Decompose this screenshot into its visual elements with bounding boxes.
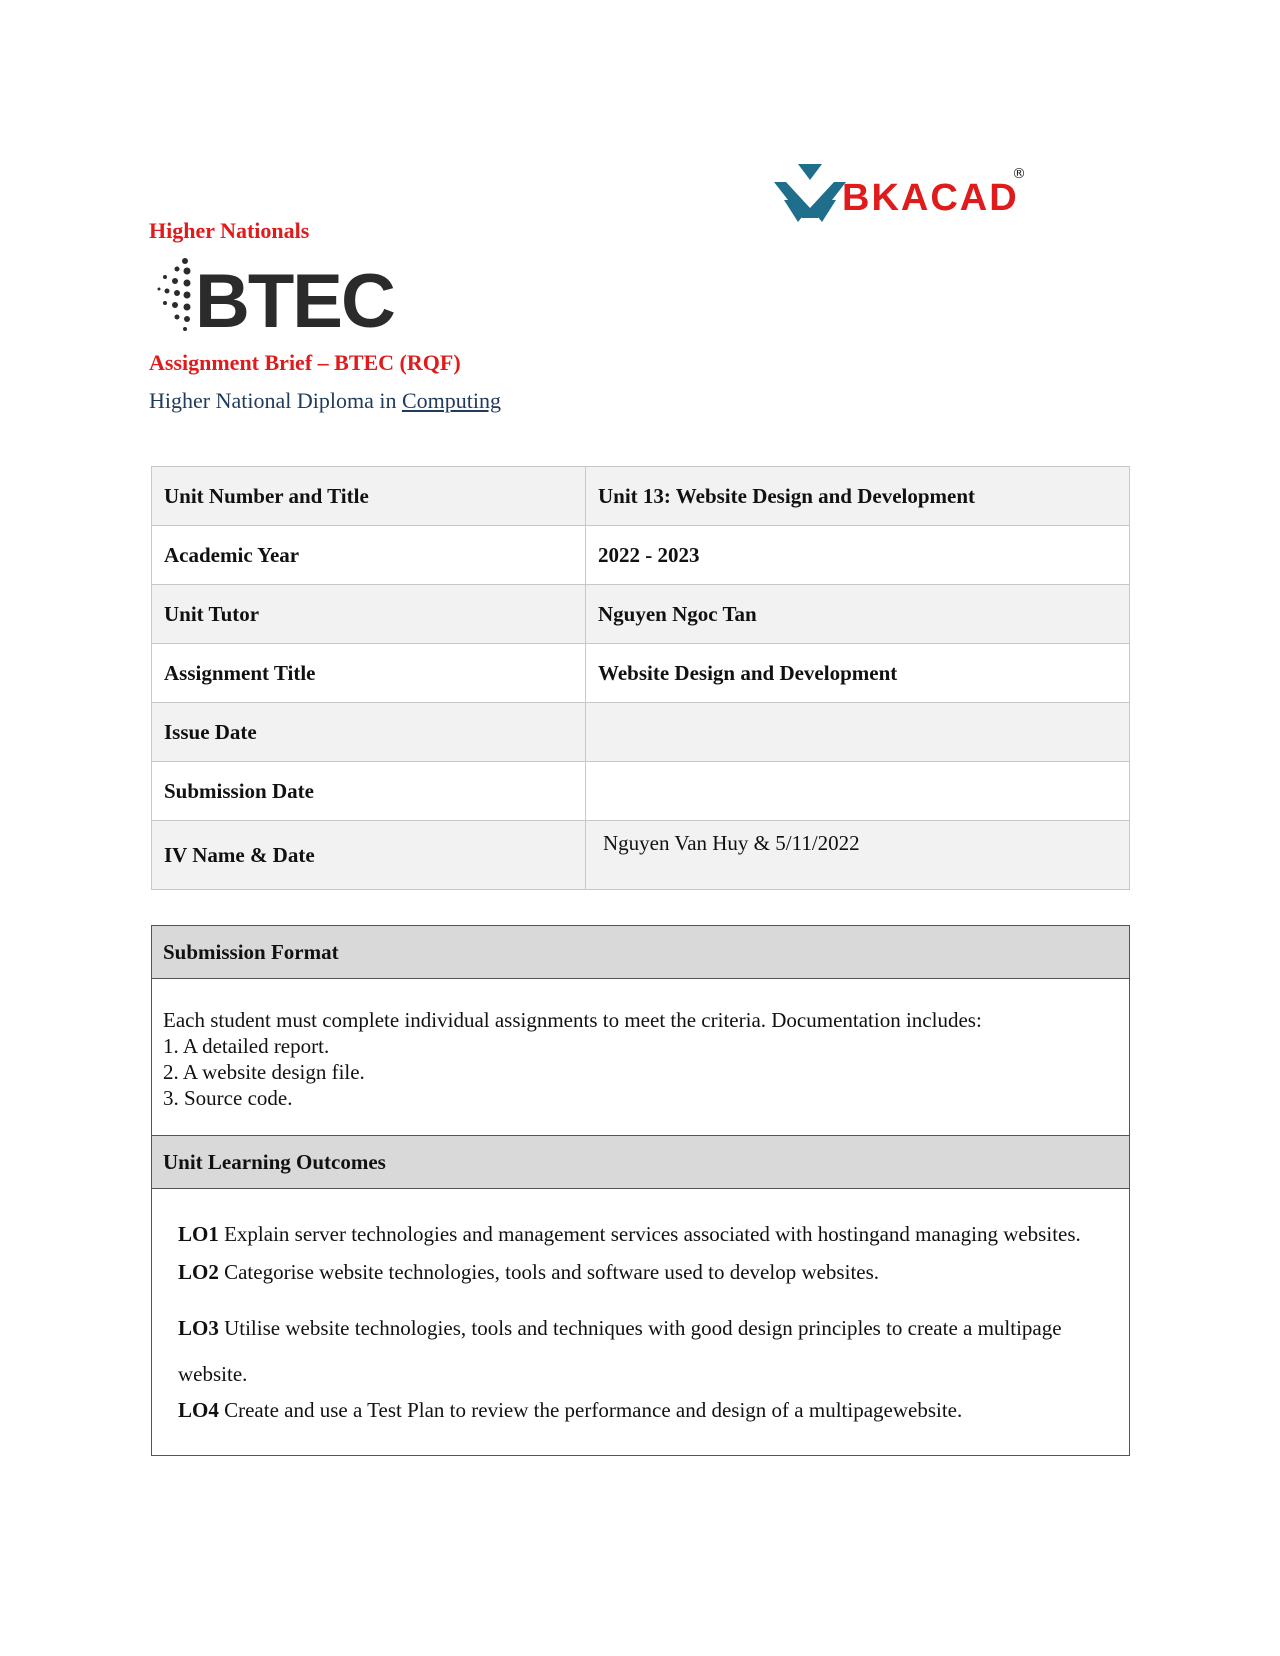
assignment-brief-title: Assignment Brief – BTEC (RQF) xyxy=(149,350,461,375)
lo-text: Create and use a Test Plan to review the performance and design of a multipagewebsite. xyxy=(218,1398,963,1422)
lo-code: LO1 xyxy=(178,1222,219,1246)
btec-logo xyxy=(155,255,405,337)
submission-format-intro: Each student must complete individual assignments to meet the criteria. Documentation includes: xyxy=(163,1008,982,1032)
diploma-line xyxy=(149,388,501,414)
lo-text: Utilise website technologies, tools and techniques with good design principles to create a multipage website. xyxy=(178,1316,1062,1386)
learning-outcome-lo4 xyxy=(178,1397,1118,1423)
lo-code: LO4 xyxy=(178,1398,219,1422)
diploma-prefix: Higher National Diploma in xyxy=(149,388,402,413)
info-label: IV Name & Date xyxy=(152,821,586,890)
lo-text: Explain server technologies and management services associated with hostingand managing websites. xyxy=(218,1222,1081,1246)
bkacad-logo xyxy=(772,160,1042,232)
lo-code: LO2 xyxy=(178,1260,219,1284)
learning-outcome-lo1 xyxy=(178,1215,1118,1253)
table-row xyxy=(152,526,1130,585)
table-row xyxy=(152,467,1130,526)
info-label: Issue Date xyxy=(152,703,586,762)
lo-text: Categorise website technologies, tools and software used to develop websites. xyxy=(218,1260,880,1284)
table-row xyxy=(152,762,1130,821)
info-value xyxy=(586,762,1130,821)
registered-mark: ® xyxy=(1012,166,1026,182)
table-row xyxy=(152,703,1130,762)
info-label: Academic Year xyxy=(152,526,586,585)
table-row xyxy=(152,644,1130,703)
submission-format-body xyxy=(152,979,1129,1136)
table-row xyxy=(152,585,1130,644)
list-item: 3. Source code. xyxy=(163,1086,293,1110)
lo-code: LO3 xyxy=(178,1316,219,1340)
info-label: Assignment Title xyxy=(152,644,586,703)
unit-info-table xyxy=(151,466,1130,890)
learning-outcomes-heading: Unit Learning Outcomes xyxy=(152,1136,1129,1189)
learning-outcome-lo2 xyxy=(178,1253,1118,1291)
info-value: Unit 13: Website Design and Development xyxy=(586,467,1130,526)
higher-nationals-label: Higher Nationals xyxy=(149,218,310,243)
learning-outcomes-body xyxy=(152,1189,1129,1455)
info-value xyxy=(586,703,1130,762)
table-row xyxy=(152,821,1130,890)
list-item: 2. A website design file. xyxy=(163,1060,365,1084)
diploma-subject-link[interactable]: Computing xyxy=(401,388,501,413)
submission-outcomes-box xyxy=(151,925,1130,1456)
submission-format-heading: Submission Format xyxy=(152,926,1129,979)
learning-outcome-lo3 xyxy=(178,1305,1118,1397)
info-label: Unit Tutor xyxy=(152,585,586,644)
info-value: Nguyen Van Huy & 5/11/2022 xyxy=(586,821,1130,890)
list-item: 1. A detailed report. xyxy=(163,1034,330,1058)
info-label: Submission Date xyxy=(152,762,586,821)
info-value: Nguyen Ngoc Tan xyxy=(586,585,1130,644)
btec-dots-icon xyxy=(158,258,191,331)
btec-wordmark: BTEC xyxy=(195,259,394,337)
info-value: Website Design and Development xyxy=(586,644,1130,703)
info-value: 2022 - 2023 xyxy=(586,526,1130,585)
info-label: Unit Number and Title xyxy=(152,467,586,526)
bkacad-wordmark: BKACAD xyxy=(842,177,1019,219)
